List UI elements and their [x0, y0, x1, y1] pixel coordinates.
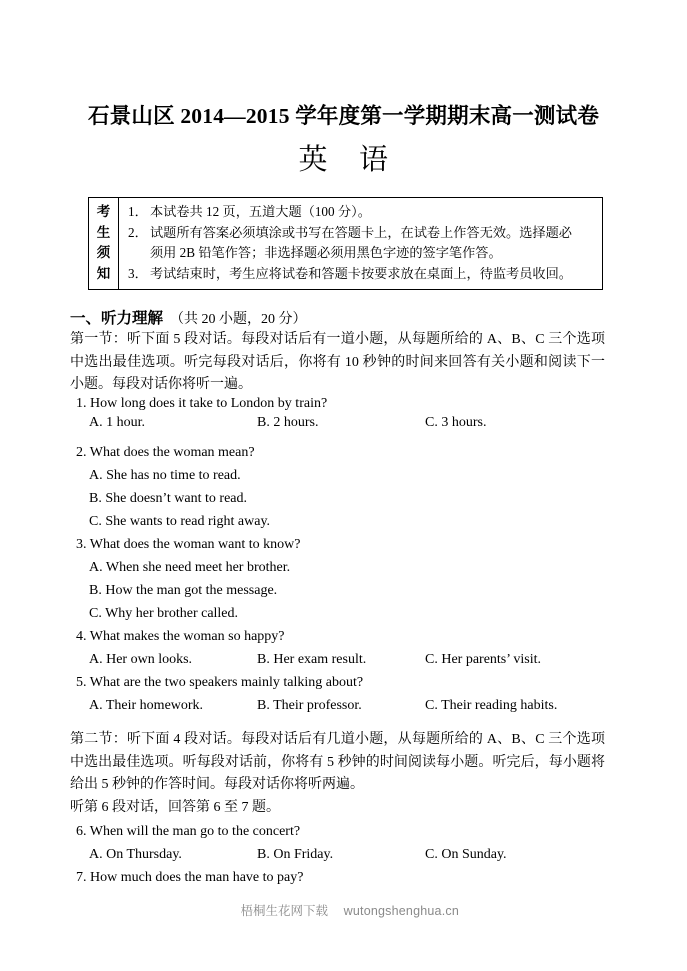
page-title: 石景山区 2014—2015 学年度第一学期期末高一测试卷 — [87, 104, 600, 128]
notice-label-char-2: 生 — [96, 224, 111, 240]
part-two-instructions: 第二节：听下面 4 段对话。每段对话后有几道小题，从每题所给的 A、B、C 三个选项中选出最佳选项。听每段对话前，你将有 5 秒钟的时间阅读每小题。听完后，每小题将给出 5 秒钟的作答时间。每段对话你将听两遍。 — [70, 732, 605, 793]
notice-label-char-4: 知 — [96, 265, 111, 281]
question-stem-2: 2. What does the woman mean? — [76, 445, 255, 460]
notice-item — [128, 223, 596, 244]
question-stem-7: 7. How much does the man have to pay? — [76, 870, 304, 885]
option-c[interactable]: C. 3 hours. — [425, 415, 487, 430]
notice-label-char-3: 须 — [96, 245, 111, 260]
option-a[interactable]: A. 1 hour. — [89, 415, 145, 430]
option-b[interactable]: B. On Friday. — [257, 847, 334, 862]
option-a[interactable]: A. Their homework. — [89, 698, 204, 713]
part-one-instructions: 第一节：听下面 5 段对话。每段对话后有一道小题，从每题所给的 A、B、C 三个选项中选出最佳选项。听完每段对话后，你将有 10 秒钟的时间来回答有关小题和阅读下一小题。每段对话你将听一遍。 — [70, 332, 605, 393]
notice-item-continuation: 须用 2B 铅笔作答；非选择题必须用黑色字迹的签字笔作答。 — [150, 245, 502, 260]
candidate-notice-items — [119, 198, 602, 289]
notice-item-text: 考试结束时，考生应将试卷和答题卡按要求放在桌面上，待监考员收回。 — [150, 265, 572, 281]
option-c[interactable]: C. Her parents’ visit. — [425, 652, 541, 667]
option-c[interactable]: C. Why her brother called. — [89, 606, 239, 621]
question-stem-6: 6. When will the man go to the concert? — [76, 824, 301, 839]
candidate-notice-box — [88, 197, 603, 290]
question-options-5 — [89, 696, 609, 716]
notice-item-number: 2． — [128, 224, 148, 240]
notice-item — [128, 264, 596, 285]
notice-item-text: 试题所有答案必须填涂或书写在答题卡上，在试卷上作答无效。选择题必 — [150, 224, 572, 240]
question-options-4 — [89, 650, 609, 670]
option-b[interactable]: B. Her exam result. — [257, 652, 367, 667]
section-heading-listening — [70, 306, 307, 328]
option-a[interactable]: A. Her own looks. — [89, 652, 193, 667]
option-c[interactable]: C. She wants to read right away. — [89, 514, 271, 529]
subject-title: 英 语 — [298, 144, 389, 176]
option-b[interactable]: B. She doesn’t want to read. — [89, 491, 247, 506]
notice-item-text: 本试卷共 12 页，五道大题（100 分）。 — [150, 204, 371, 219]
footer-site-url: wutongshenghua.cn — [343, 904, 459, 918]
option-b[interactable]: B. 2 hours. — [257, 415, 319, 430]
dialog-six-note: 听第 6 段对话，回答第 6 至 7 题。 — [70, 800, 280, 815]
notice-item — [128, 202, 596, 223]
candidate-notice-label — [89, 198, 119, 289]
footer-spacer — [328, 904, 344, 918]
question-options-1 — [89, 413, 609, 433]
option-b[interactable]: B. How the man got the message. — [89, 583, 278, 598]
question-options-6 — [89, 845, 609, 865]
footer-site-name: 梧桐生花网下载 — [240, 904, 329, 918]
footer-watermark — [0, 886, 687, 934]
option-c[interactable]: C. On Sunday. — [425, 847, 507, 862]
notice-item-number: 1． — [128, 204, 148, 219]
question-stem-4: 4. What makes the woman so happy? — [76, 629, 285, 644]
notice-item-number: 3． — [128, 265, 148, 281]
option-a[interactable]: A. On Thursday. — [89, 847, 182, 862]
section-heading-title: 一、听力理解 — [70, 310, 164, 327]
option-a[interactable]: A. She has no time to read. — [89, 468, 241, 483]
option-a[interactable]: A. When she need meet her brother. — [89, 560, 291, 575]
option-b[interactable]: B. Their professor. — [257, 698, 362, 713]
section-heading-subtitle: （共 20 小题，20 分） — [170, 312, 307, 327]
question-stem-5: 5. What are the two speakers mainly talking about? — [76, 675, 364, 690]
question-stem-3: 3. What does the woman want to know? — [76, 537, 301, 552]
notice-label-char-1: 考 — [96, 204, 111, 219]
question-stem-1: 1. How long does it take to London by train? — [76, 396, 328, 411]
option-c[interactable]: C. Their reading habits. — [425, 698, 558, 713]
